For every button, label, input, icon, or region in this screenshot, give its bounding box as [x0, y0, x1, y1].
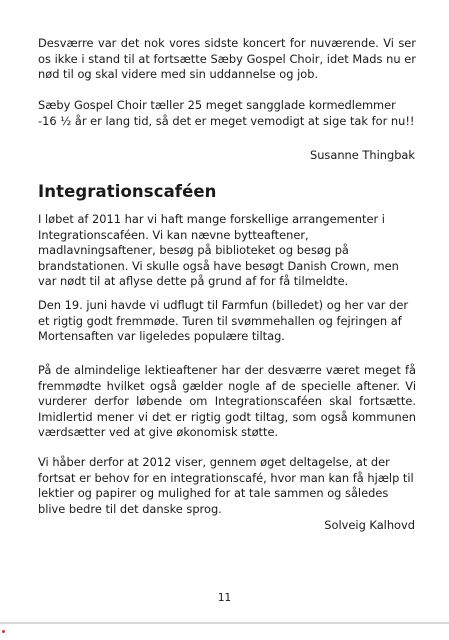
scan-edge-line — [0, 622, 449, 624]
paragraph-arrangements: I løbet af 2011 har vi haft mange forskellige arrangementer i Integrationscaféen. Vi kan nævne bytteaftener, madlavningsaftener, besøg på biblioteket og besøg på brandstationen. Vi skulle også have besøgt Danish Crown, men var nødt til at aflyse dette på grund af for få tilmeldte. — [38, 212, 399, 288]
paragraph-choir-members: Sæby Gospel Choir tæller 25 meget sangglade kormedlemmer -16 ½ år er lang tid, så det er meget vemodigt at sige tak for nu!! — [38, 98, 415, 128]
paragraph-homework-evenings: På de almindelige lektieaftener har der desværre været meget få fremmødte hvilket også gælder nogle af de specielle aftener. Vi vurderer derfor løbende om Integrationscaféen skal fortsætte. Imidlertid mener vi det er rigtig godt tiltag, som også kommunen værdsætter ved at give økonomisk støtte. — [38, 363, 416, 439]
paragraph-concert: Desværre var det nok vores sidste koncert for nuværende. Vi ser os ikke i stand til at fortsætte Sæby Gospel Choir, idet Mads nu er nød til og skal videre med sin uddannelse og job. — [38, 36, 416, 81]
signature-susanne: Susanne Thingbak — [309, 148, 415, 162]
section-heading: Integrationscaféen — [38, 182, 217, 201]
scan-mark — [2, 630, 5, 633]
signature-solveig: Solveig Kalhovd — [324, 518, 415, 532]
page-number: 11 — [217, 592, 232, 604]
paragraph-hopes-2012: Vi håber derfor at 2012 viser, gennem øget deltagelse, at der fortsat er behov for en integrationscafé, hvor man kan få hjælp til lektier og papirer og mulighed for at tale sammen og således blive bedre til det danske sprog. — [38, 455, 414, 516]
paragraph-excursion: Den 19. juni havde vi udflugt til Farmfun (billedet) og her var der et rigtig godt fremmøde. Turen til svømmehallen og fejringen af Mortensaften var ligeledes populære tiltag. — [38, 298, 409, 343]
